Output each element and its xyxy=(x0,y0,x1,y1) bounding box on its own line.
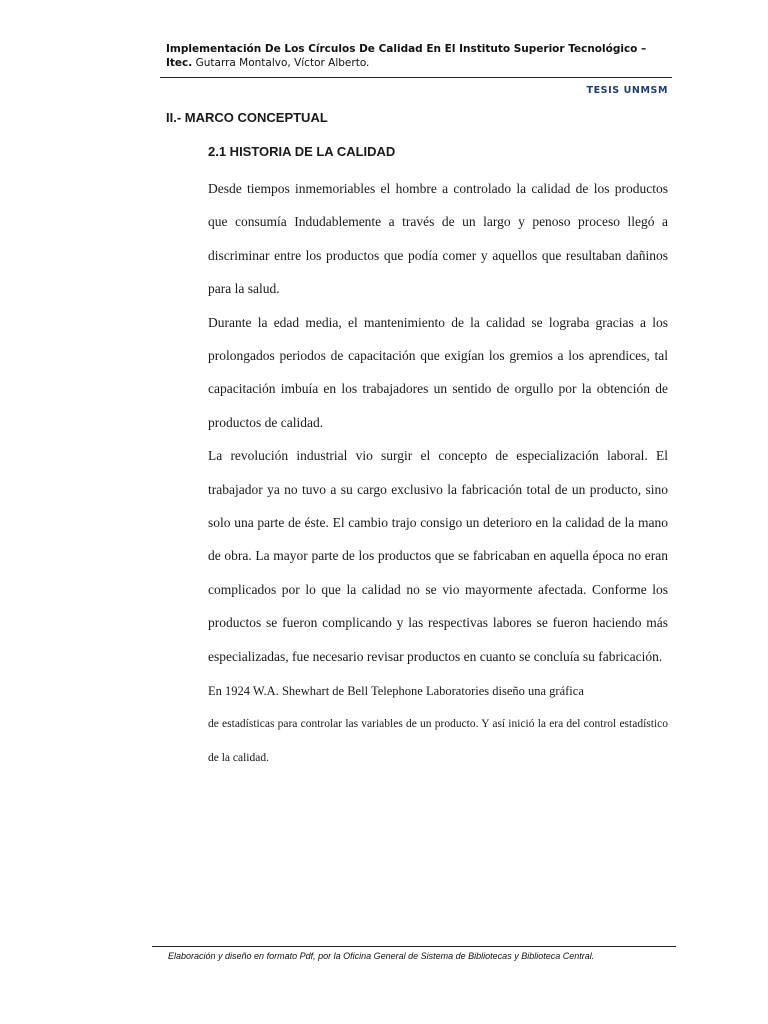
paragraph: En 1924 W.A. Shewhart de Bell Telephone Laboratories diseño una gráfica xyxy=(208,684,584,699)
running-header xyxy=(166,42,670,70)
paragraph: de estadísticas para controlar las variables de un producto. Y así inició la era del control estadístico de la calidad. xyxy=(208,718,668,765)
page-footer: Elaboración y diseño en formato Pdf, por la Oficina General de Sistema de Bibliotecas y Biblioteca Central. xyxy=(168,951,595,961)
section-title: II.- MARCO CONCEPTUAL xyxy=(166,110,328,125)
thesis-author: Gutarra Montalvo, Víctor Alberto. xyxy=(192,57,370,69)
paragraph: Desde tiempos inmemoriables el hombre a controlado la calidad de los productos que consumía Indudablemente a través de un largo y penoso proceso llegó a discriminar entre los productos que podía comer y aquellos que resultaban dañinos para la salud. xyxy=(208,181,668,297)
paragraph: La revolución industrial vio surgir el concepto de especialización laboral. El trabajador ya no tuvo a su cargo exclusivo la fabricación total de un producto, sino solo una parte de éste. El cambio trajo consigo un deterioro en la calidad de la mano de obra. La mayor parte de los productos que se fabricaban en aquella época no eran complicados por lo que la calidad no se vio mayormente afectada. Conforme los productos se fueron complicando y las respectivas labores se fueron haciendo más especializadas, fue necesario revisar productos en cuanto se concluía su fabricación. xyxy=(208,448,668,664)
paragraph: Durante la edad media, el mantenimiento de la calidad se lograba gracias a los prolongados periodos de capacitación que exigían los gremios a los aprendices, tal capacitación imbuía en los trabajadores un sentido de orgullo por la obtención de productos de calidad. xyxy=(208,314,668,430)
footer-divider xyxy=(152,946,676,947)
subsection-title: 2.1 HISTORIA DE LA CALIDAD xyxy=(208,144,396,159)
body-text xyxy=(208,172,668,775)
thesis-title: Implementación De Los Círculos De Calidad En El Instituto Superior Tecnológico – Itec. xyxy=(166,43,647,69)
header-divider xyxy=(160,77,672,78)
tesis-tag: TESIS UNMSM xyxy=(586,85,668,96)
